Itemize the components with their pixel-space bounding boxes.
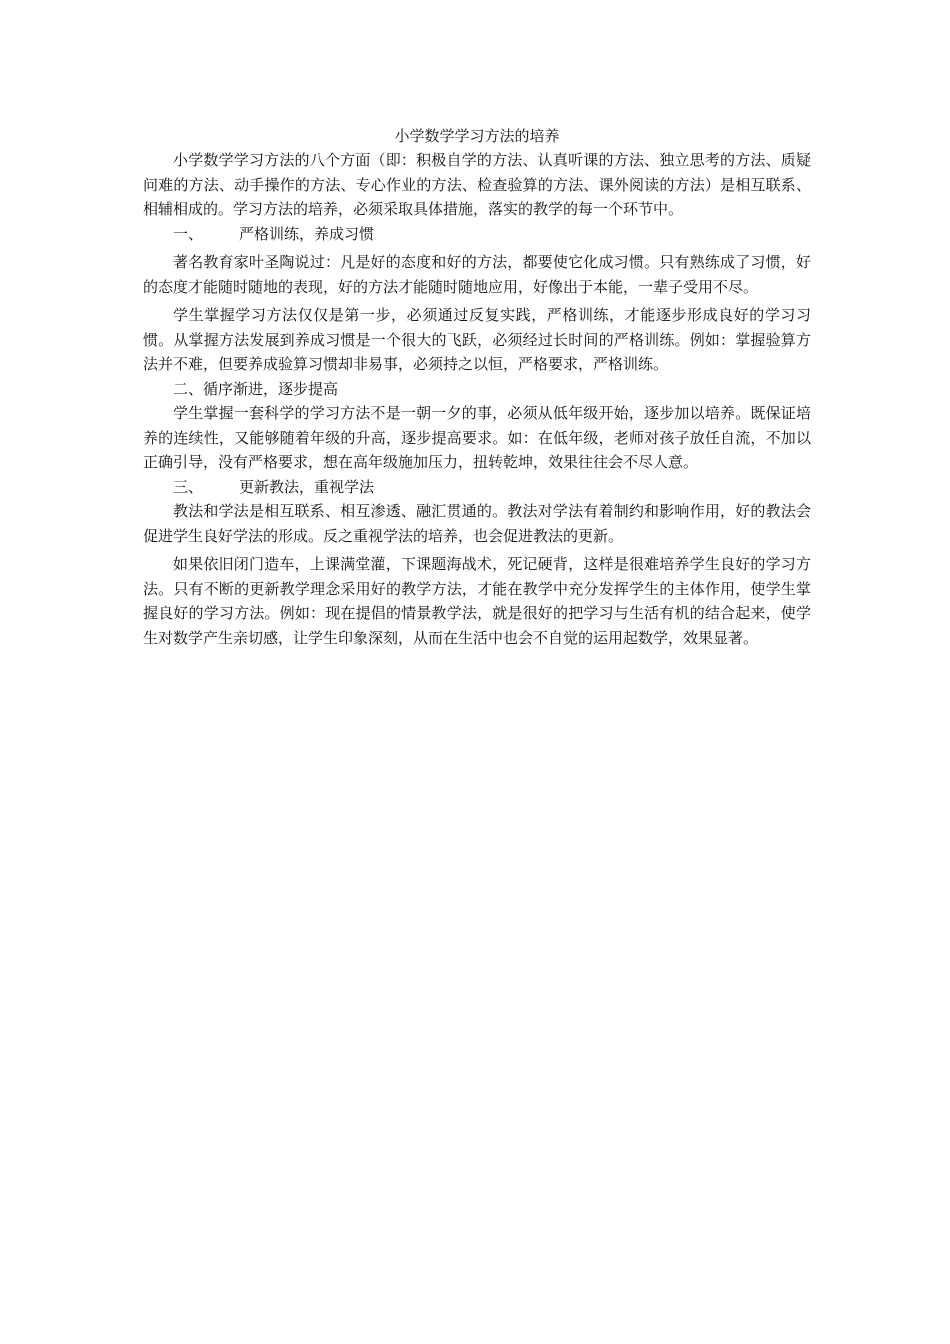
section-number: 一、 <box>173 224 204 243</box>
body-paragraph: 学生掌握学习方法仅仅是第一步，必须通过反复实践，严格训练，才能逐步形成良好的学习习惯。从掌握方法发展到养成习惯是一个很大的飞跃，必须经过长时间的严格训练。例如：掌握验算方法并不难，但要养成验算习惯却非易事，必须持之以恒，严格要求，严格训练。 <box>143 306 811 373</box>
document-title: 小学数学学习方法的培养 <box>394 127 560 145</box>
body-paragraph: 著名教育家叶圣陶说过：凡是好的态度和好的方法，都要使它化成习惯。只有熟练成了习惯，好的态度才能随时随地的表现，好的方法才能随时随地应用，好像出于本能，一辈子受用不尽。 <box>143 253 811 296</box>
section-heading-3 <box>143 475 811 500</box>
section-heading-1 <box>143 222 811 247</box>
body-paragraph: 如果依旧闭门造车，上课满堂灌，下课题海战术，死记硬背，这样是很难培养学生良好的学习方法。只有不断的更新教学理念采用好的教学方法，才能在教学中充分发挥学生的主体作用，使学生掌握良好的学习方法。例如：现在提倡的情景教学法，就是很好的把学习与生活有机的结合起来，使学生对数学产生亲切感，让学生印象深刻，从而在生活中也会不自觉的运用起数学，效果显著。 <box>143 555 811 647</box>
body-paragraph: 教法和学法是相互联系、相互渗透、融汇贯通的。教法对学法有着制约和影响作用，好的教法会促进学生良好学法的形成。反之重视学法的培养，也会促进教法的更新。 <box>143 502 811 545</box>
document-page <box>143 124 811 650</box>
section-number: 三、 <box>173 477 204 496</box>
section-title: 严格训练，养成习惯 <box>239 224 375 243</box>
section-heading-2: 二、循序渐进，逐步提高 <box>173 379 339 398</box>
section-title: 更新教法，重视学法 <box>239 477 375 496</box>
body-paragraph: 学生掌握一套科学的学习方法不是一朝一夕的事，必须从低年级开始，逐步加以培养。既保证培养的连续性，又能够随着年级的升高，逐步提高要求。如：在低年级，老师对孩子放任自流，不加以正确引导，没有严格要求，想在高年级施加压力，扭转乾坤，效果往往会不尽人意。 <box>143 404 811 471</box>
intro-paragraph: 小学数学学习方法的八个方面（即：积极自学的方法、认真听课的方法、独立思考的方法、质疑问难的方法、动手操作的方法、专心作业的方法、检查验算的方法、课外阅读的方法）是相互联系、相辅相成的。学习方法的培养，必须采取具体措施，落实的教学的每一个环节中。 <box>143 151 811 218</box>
